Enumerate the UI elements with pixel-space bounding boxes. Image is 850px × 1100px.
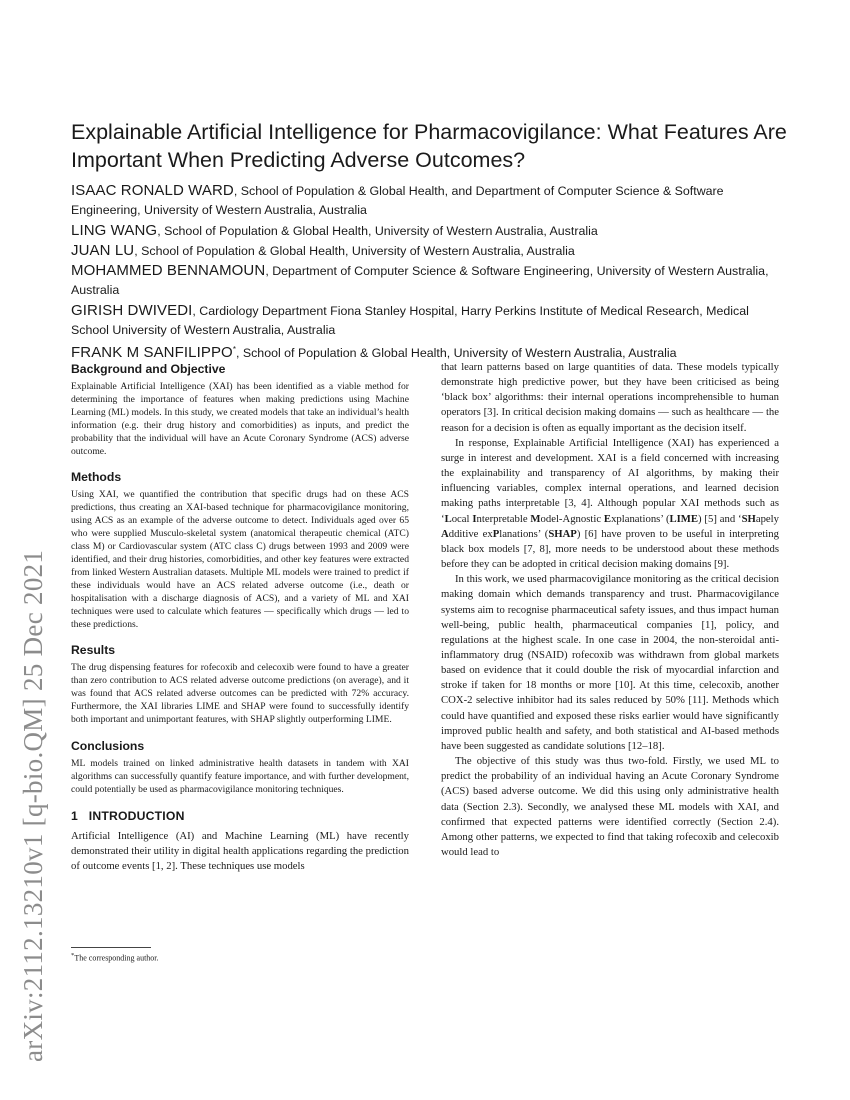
author-name: ISAAC RONALD WARD (71, 182, 234, 199)
text-run: ) [5] and ‘ (698, 512, 742, 525)
abstract-heading-conclusions: Conclusions (71, 738, 145, 753)
author-list (71, 181, 781, 364)
arxiv-stamp (14, 549, 54, 1062)
author-entry (71, 241, 781, 261)
author-affiliation: , Cardiology Department Fiona Stanley Hospital, Harry Perkins Institute of Medical Research, Medical School University of Western Australia, Australia (71, 303, 749, 338)
abstract-results-text: The drug dispensing features for rofecoxib and celecoxib were found to have a greater than zero contribution to ACS related adverse outcome predictions (on average), and it was found that ACS related adverse outcomes can be predicted with 72% accuracy. Furthermore, the XAI libraries LIME and SHAP were found to successfully identify both important and unimportant features, with SHAP slightly outperforming LIME. (71, 662, 409, 726)
text-run: lanations’ ( (499, 527, 549, 540)
text-run: odel-Agnostic (540, 512, 604, 525)
text-run: dditive ex (448, 527, 493, 540)
text-run: ) [6] have proven to be useful in interpreting black box models [7, 8], more needs to be understood about these methods before they can be adopted in critical decision making domains [9]. (441, 527, 779, 571)
paper-title: Explainable Artificial Intelligence for Pharmacovigilance: What Features Are Important When Predicting Adverse Outcomes? (71, 120, 787, 173)
footnote-divider (71, 947, 151, 948)
abstract-heading-results: Results (71, 643, 116, 658)
footnote-text: The corresponding author. (74, 953, 159, 963)
author-affiliation: , School of Population & Global Health, University of Western Australia, Australia (235, 346, 677, 361)
author-name: MOHAMMED BENNAMOUN (71, 262, 266, 280)
abstract-heading-background: Background and Objective (71, 362, 226, 376)
author-affiliation: , School of Population & Global Health, University of Western Australia, Australia (157, 223, 598, 238)
author-entry (71, 261, 781, 301)
shap-letter: SH (741, 512, 756, 525)
author-entry (71, 221, 781, 241)
author-name: FRANK M SANFILIPPO (71, 344, 233, 362)
abstract (71, 362, 409, 797)
author-affiliation: , School of Population & Global Health, University of Western Australia, Australia (134, 243, 575, 258)
abstract-conclusions-text: ML models trained on linked administrative health datasets in tandem with XAI algorithms can successfully quantify feature importance, and with further development, could potentially be used as pharmacovigilance monitoring techniques. (71, 757, 409, 795)
lime-abbreviation: LIME (669, 512, 699, 525)
abstract-background-text: Explainable Artificial Intelligence (XAI) has been identified as a viable method for determining the importance of features when making predictions using Machine Learning (ML) models. In this study, we created models that take an individual’s health information (e.g. their drug history and comorbidities) as inputs, and predict the probability that the individual will have an Acute Coronary Syndrome (ACS) adverse outcome. (71, 381, 409, 457)
lime-letter: M (530, 512, 541, 525)
text-run: nterpretable (476, 512, 531, 525)
body-paragraph: The objective of this study was thus two-fold. Firstly, we used ML to predict the probability of an individual having an Acute Coronary Syndrome (ACS) based adverse outcome. We did this using only administrative health data (Section 2.3). Secondly, we analysed these ML models with XAI, and confirmed that expected patterns were identified correctly (Section 2.4). Among other patterns, we expected to find that taking rofecoxib and celecoxib would lead to (441, 755, 779, 858)
shap-abbreviation: SHAP (548, 527, 577, 540)
shap-letter: A (441, 527, 449, 540)
author-affiliation: , Department of Computer Science & Software Engineering, University of Western Australia, Australia (71, 264, 769, 298)
corresponding-marker: * (232, 345, 236, 355)
body-paragraph: that learn patterns based on large quantities of data. These models typically demonstrate high predictive power, but they have been criticised as being ‘black box’ algorithms: their internal operations incomprehensible to human operators [3]. In critical decision making domains — such as healthcare — the reason for a decision is often as equally important as the decision itself. (441, 361, 779, 434)
introduction-paragraph: Artificial Intelligence (AI) and Machine Learning (ML) have recently demonstrated their utility in digital health applications regarding the prediction of outcome events [1, 2]. These techniques use models (71, 829, 409, 872)
left-column (71, 362, 409, 874)
author-name: LING WANG (71, 221, 158, 239)
text-run: ocal (451, 512, 473, 525)
lime-letter: I (472, 512, 477, 525)
footnote (71, 952, 159, 963)
section-heading-introduction: 1 INTRODUCTION (71, 808, 185, 823)
abstract-heading-methods: Methods (71, 470, 122, 485)
author-name: GIRISH DWIVEDI (71, 301, 193, 319)
shap-letter: P (492, 527, 500, 540)
author-name: JUAN LU (71, 241, 135, 259)
text-run: apely (755, 512, 779, 525)
author-entry (71, 181, 781, 221)
arxiv-identifier: arXiv:2112.13210v1 [q-bio.QM] 25 Dec 2021 (18, 549, 48, 1062)
abstract-methods-text: Using XAI, we quantified the contribution that specific drugs had on these ACS predictions, thus creating an XAI-based technique for pharmacovigilance monitoring, using ACS as an example of the adverse outcome to detect. Individuals aged over 65 who were supplied Musculo-skeletal system (anatomical therapeutic chemical (ATC) class M) or Cardiovascular system (ATC class C) drugs between 1993 and 2009 were identified, and their drug histories, comorbidities, and other key features were extracted from linked Western Australian datasets. Multiple ML models were trained to predict if these individuals would have an ACS related adverse outcome (i.e., death or hospitalisation with a discharge diagnosis of ACS), and a variety of ML and XAI techniques were used to calculate which features — specifically which drugs — led to these predictions. (71, 489, 409, 630)
author-entry (71, 301, 781, 341)
right-column (441, 360, 779, 860)
footnote-marker: * (71, 952, 75, 959)
author-affiliation: , School of Population & Global Health, and Department of Computer Science & Software Engineering, University of Western Australia, Australia (71, 184, 724, 218)
lime-letter: E (603, 512, 612, 525)
text-run: In response, Explainable Artificial Intelligence (XAI) has experienced a surge in interest and development. XAI is a field concerned with increasing the explainability and transparency of AI algorithms, by making their influencing variables, complex internal operations, and learned decision making paths interpretable [3, 4]. Although popular XAI methods such as ‘ (441, 436, 779, 525)
body-paragraph-xai (441, 436, 779, 572)
body-paragraph: In this work, we used pharmacovigilance monitoring as the critical decision making domain which demands transparency and trust. Pharmacovigilance systems aim to recognise pharmaceutical safety issues, and thus impact human well-being, public health, pharmaceutical companies [1], policy, and regulations at the highest scale. In one case in 2004, the non-steroidal anti-inflammatory drug (NSAID) rofecoxib was withdrawn from global markets based on evidence that it could double the risk of myocardial infarction and stroke if taken for 18 months or more [10]. At this time, celecoxib, another COX-2 selective inhibitor had its sales reduced by 50% [11]. Methods which could have quantified and exposed these risks earlier would have significantly improved public health and safety, and both statistical and AI-based methods have been suggested as candidate solutions [12–18]. (441, 573, 779, 752)
text-run: xplanations’ ( (611, 512, 670, 525)
lime-letter: L (444, 512, 452, 525)
